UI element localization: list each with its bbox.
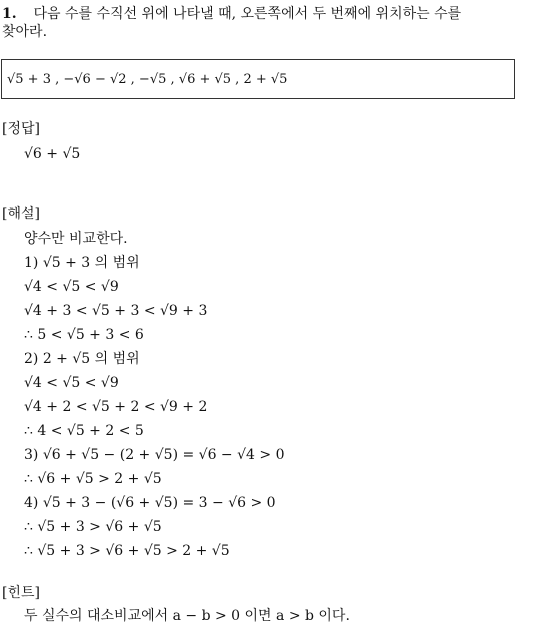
explanation-line: √4 < √5 < √9 — [24, 375, 119, 391]
explanation-line: ∴ √5 + 3 > √6 + √5 — [24, 519, 162, 535]
explanation-line: √4 < √5 < √9 — [24, 279, 119, 295]
explanation-line: 3) √6 + √5 − (2 + √5) = √6 − √4 > 0 — [24, 447, 285, 463]
explanation-line: 1) √5 + 3 의 범위 — [24, 255, 140, 271]
explanation-line: ∴ √5 + 3 > √6 + √5 > 2 + √5 — [24, 543, 230, 559]
question-line-1 — [2, 5, 461, 23]
explanation-line: 4) √5 + 3 − (√6 + √5) = 3 − √6 > 0 — [24, 495, 276, 511]
explanation-line: √4 + 2 < √5 + 2 < √9 + 2 — [24, 399, 208, 415]
explanation-line: ∴ 5 < √5 + 3 < 6 — [24, 327, 144, 343]
choices-list: √5 + 3 , −√6 − √2 , −√5 , √6 + √5 , 2 + √5 — [7, 72, 288, 87]
question-line-2: 찾아라. — [2, 24, 48, 40]
hint-text: 두 실수의 대소비교에서 a − b > 0 이면 a > b 이다. — [24, 608, 350, 624]
explanation-line: √4 + 3 < √5 + 3 < √9 + 3 — [24, 303, 208, 319]
question-number: 1. — [2, 6, 17, 22]
explanation-line: ∴ 4 < √5 + 2 < 5 — [24, 423, 144, 439]
explanation-label: [해설] — [2, 206, 40, 222]
answer-value: √6 + √5 — [24, 146, 81, 162]
choices-box — [1, 59, 515, 99]
explanation-line: 2) 2 + √5 의 범위 — [24, 351, 140, 367]
question-text: 다음 수를 수직선 위에 나타낼 때, 오른쪽에서 두 번째에 위치하는 수를 — [33, 6, 462, 22]
answer-label: [정답] — [2, 121, 40, 137]
explanation-line: 양수만 비교한다. — [24, 231, 128, 247]
hint-label: [힌트] — [2, 585, 40, 601]
explanation-line: ∴ √6 + √5 > 2 + √5 — [24, 471, 162, 487]
